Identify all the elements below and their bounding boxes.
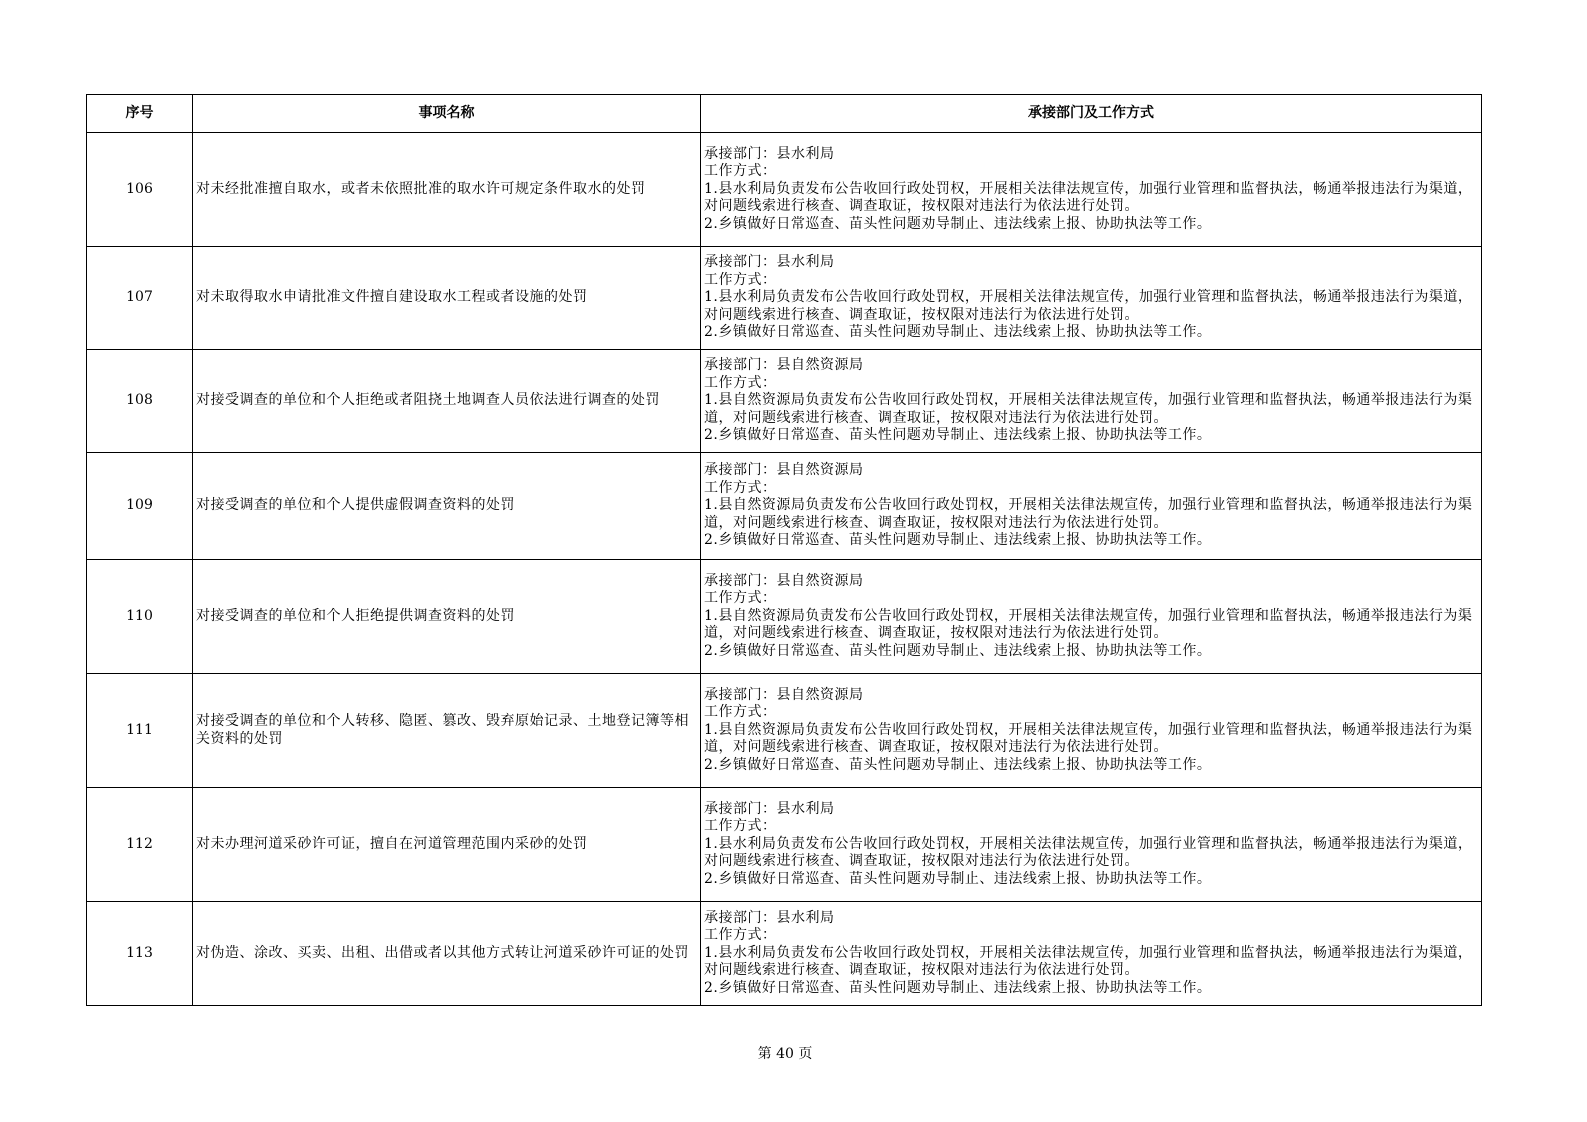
- row-method-label: 工作方式：: [704, 927, 777, 944]
- row-serial-number: 106: [87, 133, 193, 247]
- row-method-item: 1.县水利局负责发布公告收回行政处罚权，开展相关法律法规宣传，加强行业管理和监督执法，畅通举报违法行为渠道，对问题线索进行核查、调查取证，按权限对违法行为依法进行处罚。: [704, 180, 1473, 215]
- row-method-item: 2.乡镇做好日常巡查、苗头性问题劝导制止、违法线索上报、协助执法等工作。: [704, 215, 1212, 232]
- row-method-item: 2.乡镇做好日常巡查、苗头性问题劝导制止、违法线索上报、协助执法等工作。: [704, 324, 1212, 341]
- row-department: 承接部门：县自然资源局: [704, 357, 864, 374]
- row-department: 承接部门：县水利局: [704, 909, 835, 926]
- row-item-name: 对接受调查的单位和个人拒绝或者阻挠土地调查人员依法进行调查的处罚: [196, 392, 660, 409]
- row-method-label: 工作方式：: [704, 479, 777, 496]
- row-method-item: 1.县水利局负责发布公告收回行政处罚权，开展相关法律法规宣传，加强行业管理和监督执法，畅通举报违法行为渠道，对问题线索进行核查、调查取证，按权限对违法行为依法进行处罚。: [704, 835, 1473, 870]
- row-department-method-cell: [701, 674, 1481, 788]
- header-item-name: 事项名称: [193, 95, 701, 133]
- row-method-item: 1.县自然资源局负责发布公告收回行政处罚权，开展相关法律法规宣传，加强行业管理和监督执法，畅通举报违法行为渠道，对问题线索进行核查、调查取证，按权限对违法行为依法进行处罚。: [704, 392, 1473, 426]
- page-number: 第 40 页: [757, 1046, 813, 1062]
- row-department: 承接部门：县自然资源局: [704, 462, 864, 479]
- row-serial-number: 110: [87, 560, 193, 674]
- header-department-method: 承接部门及工作方式: [701, 95, 1481, 133]
- row-method-item: 2.乡镇做好日常巡查、苗头性问题劝导制止、违法线索上报、协助执法等工作。: [704, 756, 1212, 773]
- row-department: 承接部门：县水利局: [704, 800, 835, 817]
- row-item-name-cell: [193, 133, 701, 247]
- row-method-item: 2.乡镇做好日常巡查、苗头性问题劝导制止、违法线索上报、协助执法等工作。: [704, 642, 1212, 659]
- row-department-method-cell: [701, 453, 1481, 560]
- row-item-name-cell: [193, 453, 701, 560]
- items-table: [86, 94, 1482, 1006]
- row-item-name: 对未办理河道采砂许可证，擅自在河道管理范围内采砂的处罚: [196, 835, 588, 852]
- row-serial-number: 108: [87, 350, 193, 453]
- row-method-item: 1.县自然资源局负责发布公告收回行政处罚权，开展相关法律法规宣传，加强行业管理和监督执法，畅通举报违法行为渠道，对问题线索进行核查、调查取证，按权限对违法行为依法进行处罚。: [704, 607, 1473, 642]
- row-department-method-cell: [701, 133, 1481, 247]
- row-method-item: 2.乡镇做好日常巡查、苗头性问题劝导制止、违法线索上报、协助执法等工作。: [704, 427, 1212, 444]
- row-item-name-cell: [193, 788, 701, 902]
- row-department: 承接部门：县水利局: [704, 145, 835, 162]
- row-item-name: 对未经批准擅自取水，或者未依照批准的取水许可规定条件取水的处罚: [196, 180, 646, 197]
- row-method-label: 工作方式：: [704, 704, 777, 721]
- row-item-name-cell: [193, 560, 701, 674]
- row-method-label: 工作方式：: [704, 590, 777, 607]
- row-department: 承接部门：县自然资源局: [704, 686, 864, 703]
- row-item-name: 对接受调查的单位和个人拒绝提供调查资料的处罚: [196, 607, 515, 624]
- header-serial-number: 序号: [87, 95, 193, 133]
- row-department: 承接部门：县自然资源局: [704, 572, 864, 589]
- row-item-name-cell: [193, 902, 701, 1005]
- row-method-item: 1.县自然资源局负责发布公告收回行政处罚权，开展相关法律法规宣传，加强行业管理和监督执法，畅通举报违法行为渠道，对问题线索进行核查、调查取证，按权限对违法行为依法进行处罚。: [704, 497, 1473, 531]
- row-method-item: 1.县水利局负责发布公告收回行政处罚权，开展相关法律法规宣传，加强行业管理和监督执法，畅通举报违法行为渠道，对问题线索进行核查、调查取证，按权限对违法行为依法进行处罚。: [704, 944, 1473, 979]
- row-serial-number: 107: [87, 247, 193, 350]
- row-serial-number: 112: [87, 788, 193, 902]
- row-department: 承接部门：县水利局: [704, 254, 835, 271]
- row-serial-number: 111: [87, 674, 193, 788]
- row-serial-number: 109: [87, 453, 193, 560]
- row-method-item: 1.县自然资源局负责发布公告收回行政处罚权，开展相关法律法规宣传，加强行业管理和监督执法，畅通举报违法行为渠道，对问题线索进行核查、调查取证，按权限对违法行为依法进行处罚。: [704, 721, 1473, 756]
- row-item-name: 对接受调查的单位和个人提供虚假调查资料的处罚: [196, 497, 515, 514]
- row-department-method-cell: [701, 247, 1481, 350]
- row-method-item: 2.乡镇做好日常巡查、苗头性问题劝导制止、违法线索上报、协助执法等工作。: [704, 532, 1212, 549]
- row-department-method-cell: [701, 560, 1481, 674]
- row-method-item: 2.乡镇做好日常巡查、苗头性问题劝导制止、违法线索上报、协助执法等工作。: [704, 979, 1212, 996]
- row-method-label: 工作方式：: [704, 163, 777, 180]
- row-item-name: 对未取得取水申请批准文件擅自建设取水工程或者设施的处罚: [196, 289, 588, 306]
- row-department-method-cell: [701, 350, 1481, 453]
- row-item-name-cell: [193, 350, 701, 453]
- row-item-name-cell: [193, 674, 701, 788]
- row-method-label: 工作方式：: [704, 271, 777, 288]
- row-method-item: 1.县水利局负责发布公告收回行政处罚权，开展相关法律法规宣传，加强行业管理和监督执法，畅通举报违法行为渠道，对问题线索进行核查、调查取证，按权限对违法行为依法进行处罚。: [704, 289, 1473, 323]
- row-department-method-cell: [701, 788, 1481, 902]
- row-department-method-cell: [701, 902, 1481, 1005]
- row-method-label: 工作方式：: [704, 818, 777, 835]
- row-item-name-cell: [193, 247, 701, 350]
- row-item-name: 对伪造、涂改、买卖、出租、出借或者以其他方式转让河道采砂许可证的处罚: [196, 944, 689, 961]
- row-serial-number: 113: [87, 902, 193, 1005]
- row-method-item: 2.乡镇做好日常巡查、苗头性问题劝导制止、违法线索上报、协助执法等工作。: [704, 870, 1212, 887]
- row-method-label: 工作方式：: [704, 374, 777, 391]
- row-item-name: 对接受调查的单位和个人转移、隐匿、篡改、毁弃原始记录、土地登记簿等相关资料的处罚: [196, 713, 689, 747]
